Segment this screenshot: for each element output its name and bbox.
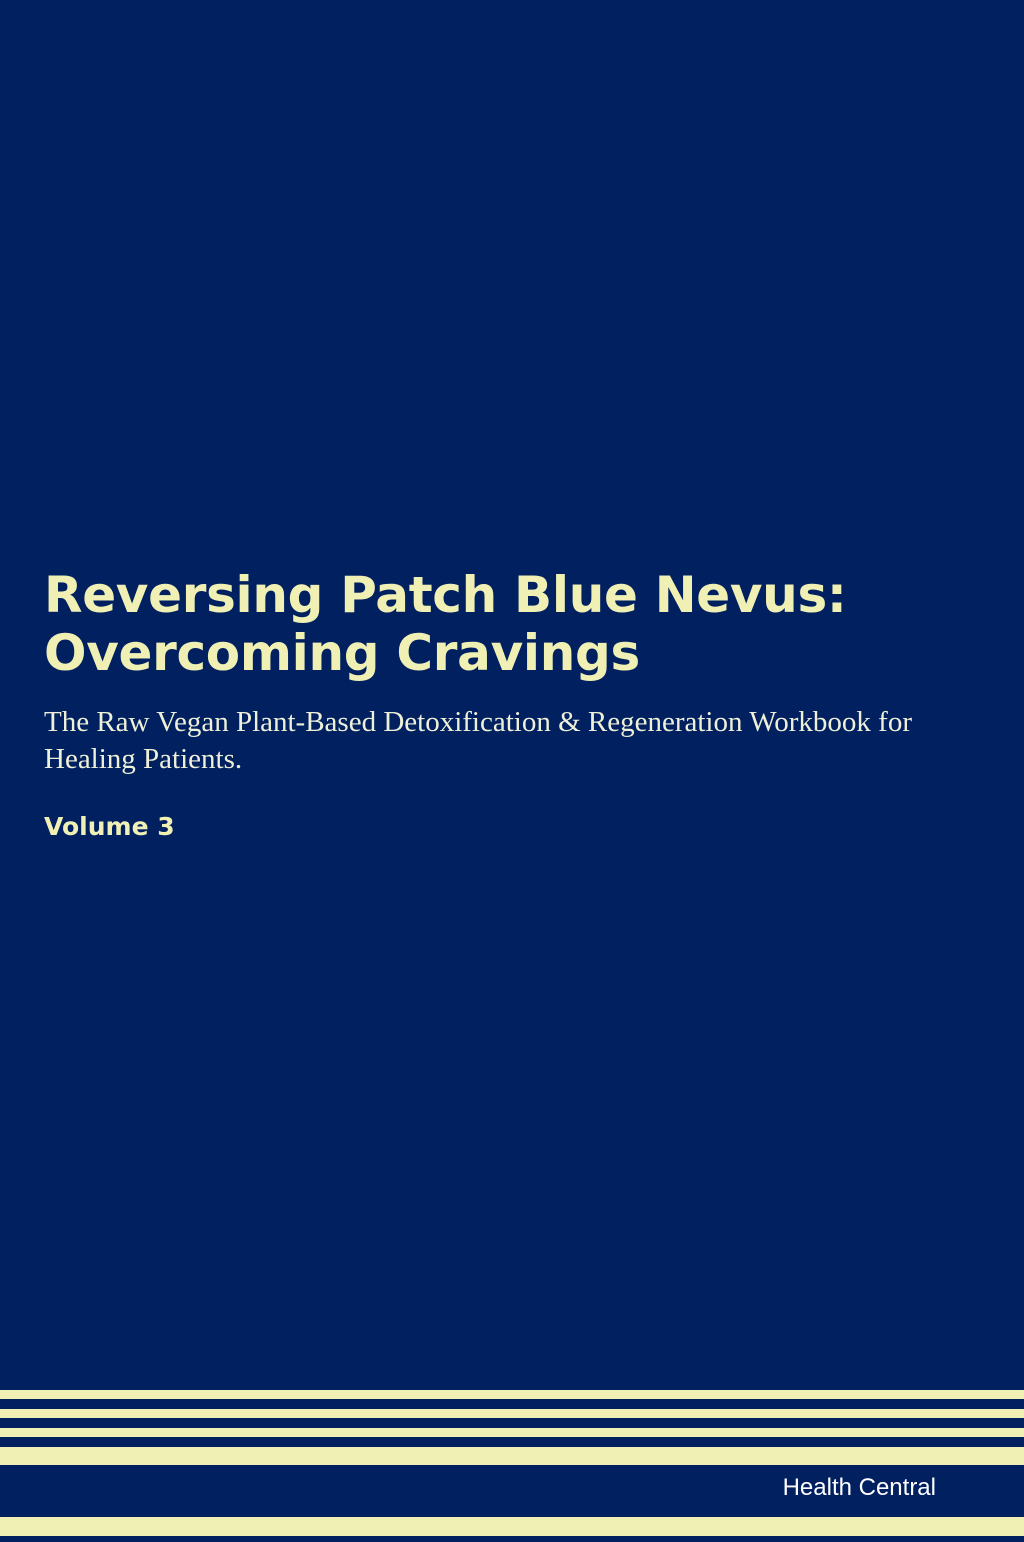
stripe-4 — [0, 1418, 1024, 1428]
publisher-name: Health Central — [782, 1474, 936, 1501]
stripe-1 — [0, 1390, 1024, 1399]
stripe-5 — [0, 1428, 1024, 1437]
stripe-3 — [0, 1409, 1024, 1418]
page-title: Reversing Patch Blue Nevus: Overcoming Cravings — [44, 566, 847, 682]
stripe-2 — [0, 1399, 1024, 1409]
cover-subtitle: The Raw Vegan Plant-Based Detoxification & Regeneration Workbook for Healing Patients. — [44, 706, 912, 775]
cover-volume-label: Volume 3 — [44, 811, 175, 841]
stripe-9 — [0, 1517, 1024, 1536]
cover-footer-stripes — [0, 1390, 1024, 1542]
cover-title-block — [44, 566, 934, 841]
stripe-6 — [0, 1437, 1024, 1447]
stripe-10 — [0, 1536, 1024, 1542]
stripe-7 — [0, 1447, 1024, 1465]
